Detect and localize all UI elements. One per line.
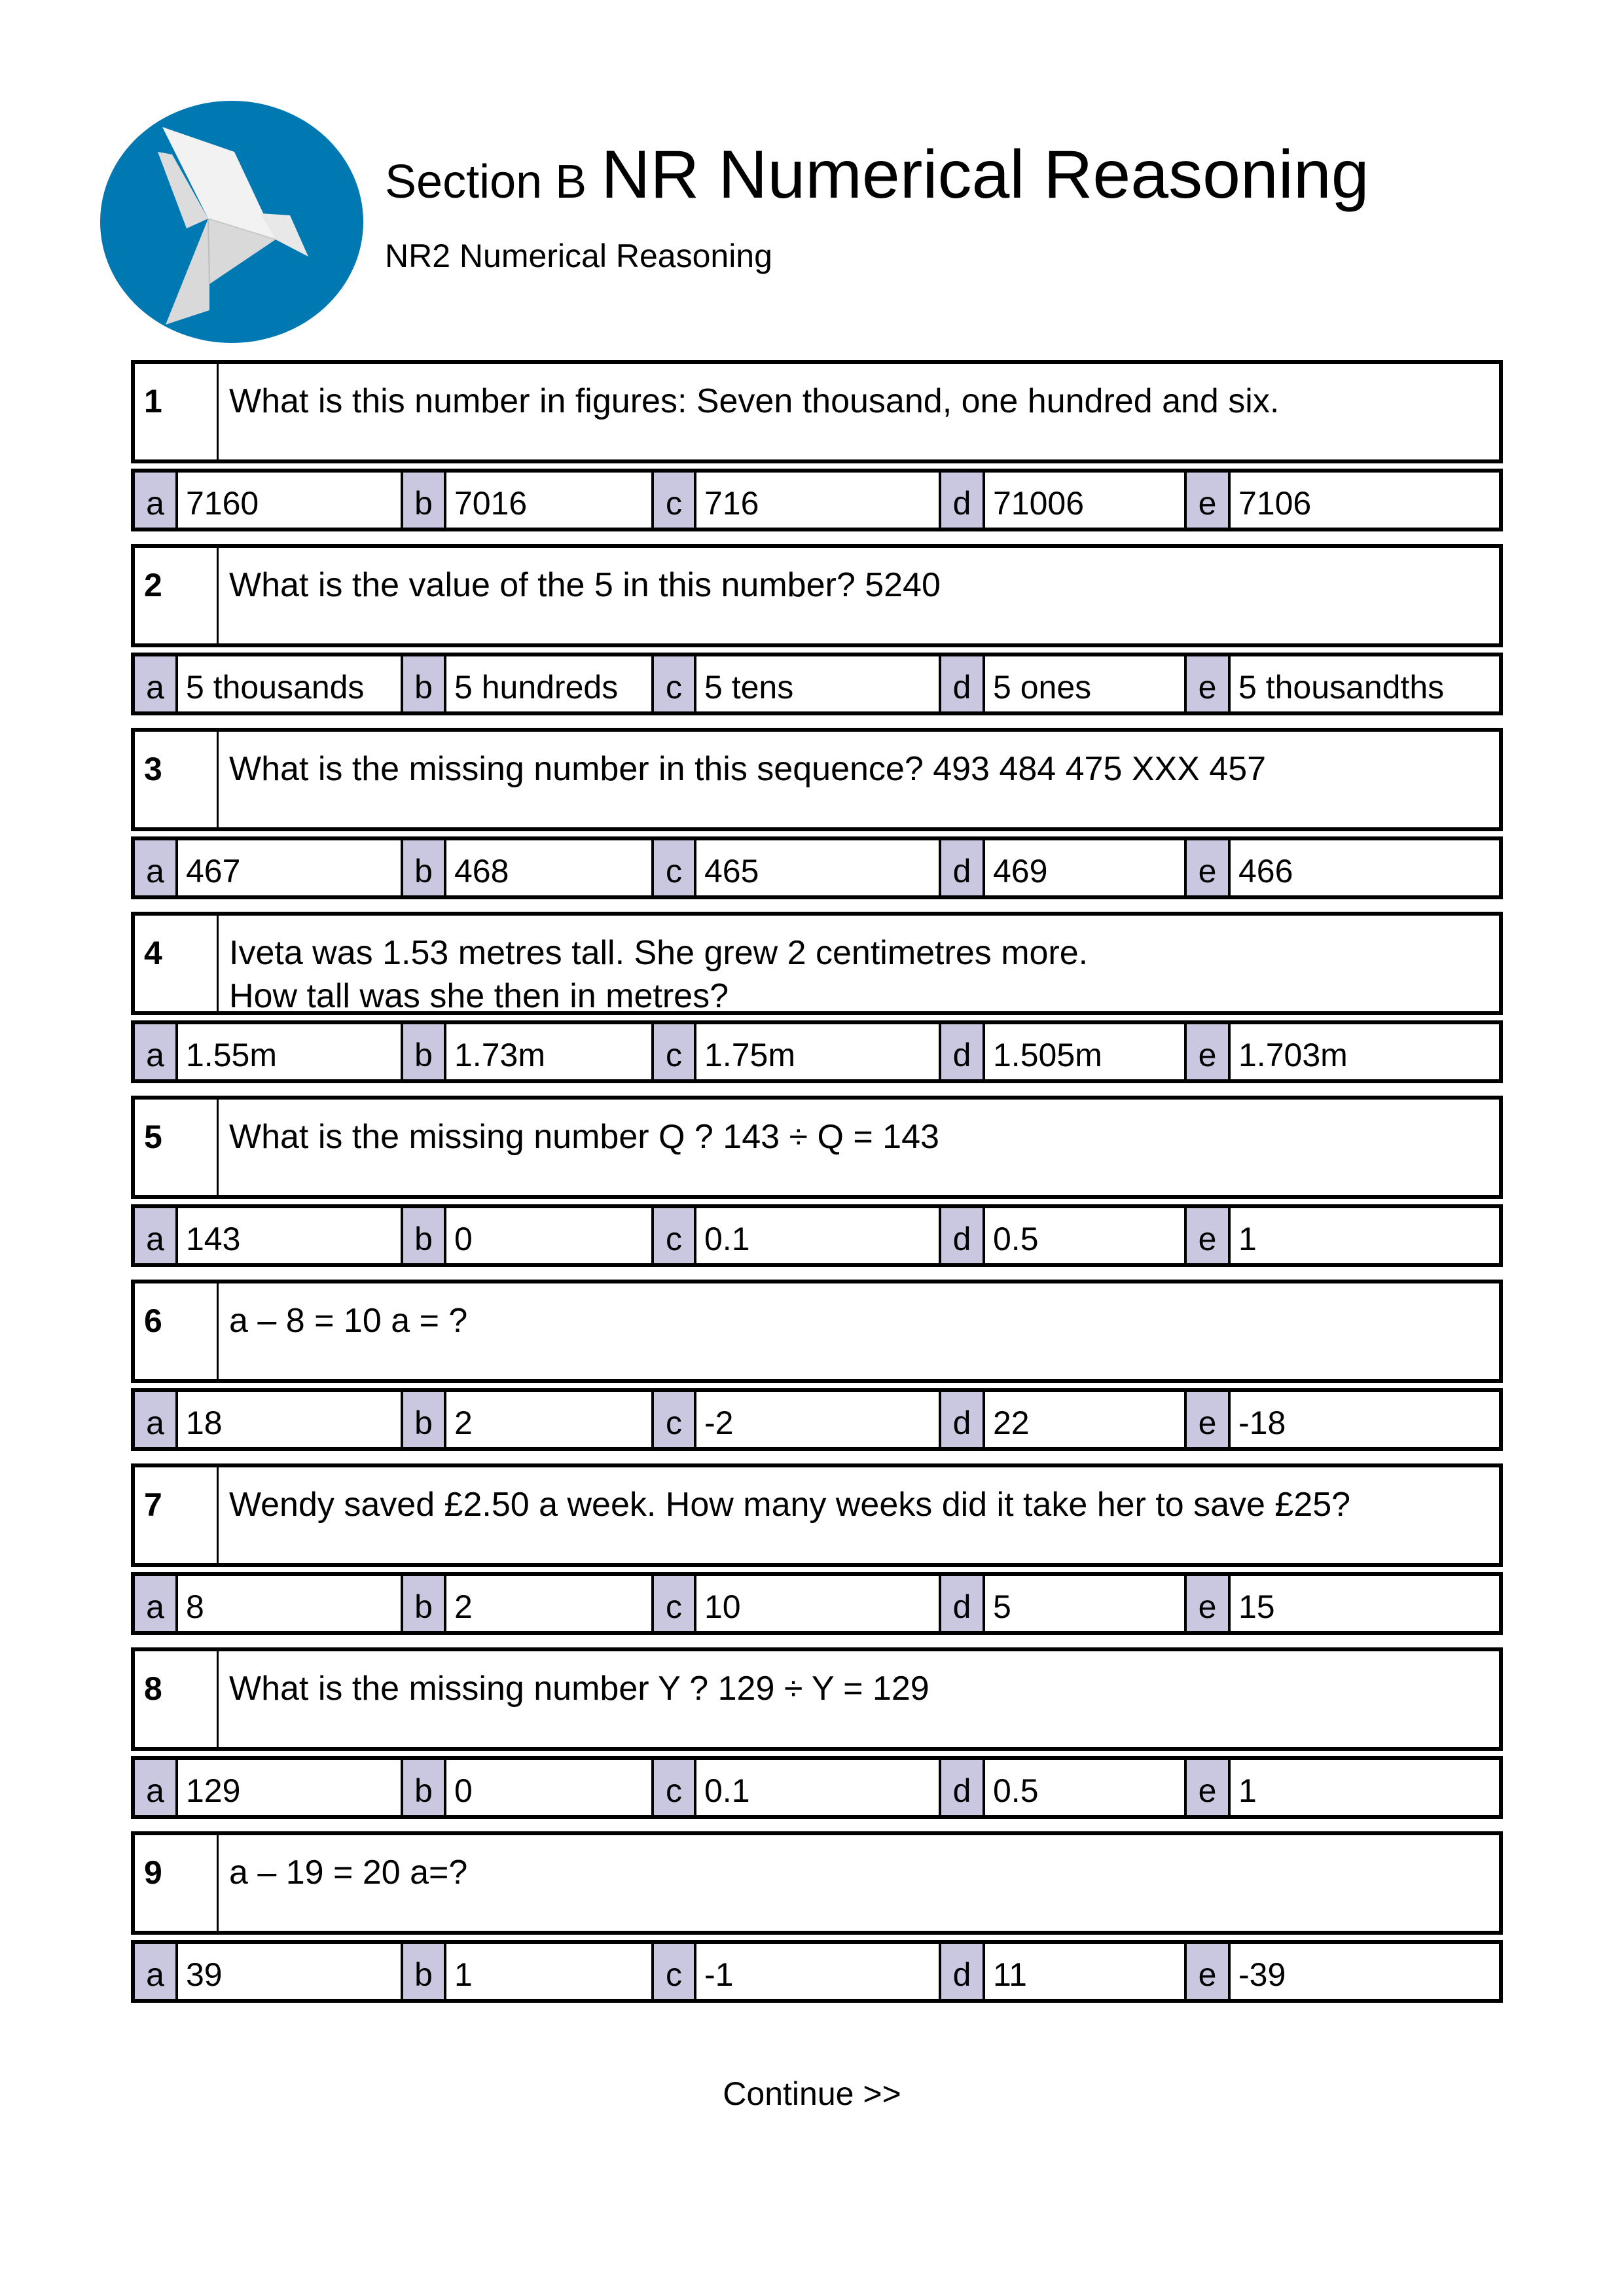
question-6: [131, 1280, 1503, 1463]
option-value-a[interactable]: 143: [178, 1208, 403, 1263]
question-box: [131, 1831, 1503, 1935]
question-8: [131, 1647, 1503, 1831]
question-5: [131, 1096, 1503, 1280]
option-letter-a[interactable]: a: [135, 1576, 178, 1631]
question-number: 4: [135, 916, 219, 1011]
option-value-e[interactable]: 5 thousandths: [1238, 669, 1445, 706]
option-letter-a[interactable]: a: [135, 1024, 178, 1079]
question-box: [131, 360, 1503, 463]
page-title: NR Numerical Reasoning: [601, 137, 1369, 213]
option-letter-d[interactable]: d: [941, 473, 985, 528]
option-letter-c[interactable]: c: [654, 1024, 696, 1079]
option-letter-e[interactable]: e: [1187, 1760, 1231, 1815]
answer-options-row: [131, 1756, 1503, 1819]
question-number: 9: [135, 1835, 219, 1931]
question-number: 5: [135, 1100, 219, 1195]
option-value-c[interactable]: 5 tens: [696, 656, 941, 711]
option-letter-a[interactable]: a: [135, 840, 178, 895]
option-letter-c[interactable]: c: [654, 1392, 696, 1447]
question-text: What is the value of the 5 in this number? 5240: [229, 566, 941, 604]
option-letter-b[interactable]: b: [403, 840, 446, 895]
question-text: What is the missing number in this sequence? 493 484 475 XXX 457: [229, 750, 1267, 788]
question-4: [131, 912, 1503, 1096]
answer-options-row: [131, 1940, 1503, 2003]
option-value-a[interactable]: 8: [178, 1576, 403, 1631]
option-letter-a[interactable]: a: [135, 1944, 178, 1999]
option-letter-a[interactable]: a: [135, 656, 178, 711]
option-value-a[interactable]: 18: [178, 1392, 403, 1447]
option-value-b[interactable]: 1: [446, 1944, 654, 1999]
question-text: Wendy saved £2.50 a week. How many weeks did it take her to save £25?: [229, 1486, 1351, 1524]
section-label: Section B: [385, 156, 587, 208]
origami-bird-logo-icon: [100, 101, 363, 343]
option-value-b[interactable]: 5 hundreds: [446, 656, 654, 711]
option-value-c[interactable]: 716: [696, 473, 941, 528]
option-value-b[interactable]: 0: [446, 1208, 654, 1263]
option-value-c[interactable]: 0.1: [696, 1208, 941, 1263]
continue-link[interactable]: Continue >>: [723, 2075, 901, 2112]
question-number: 3: [135, 732, 219, 827]
answer-options-row: [131, 653, 1503, 715]
question-3: [131, 728, 1503, 912]
question-box: [131, 912, 1503, 1015]
question-box: [131, 1280, 1503, 1383]
option-value-a[interactable]: 1.55m: [178, 1024, 403, 1079]
option-letter-e[interactable]: e: [1187, 1576, 1231, 1631]
option-value-b[interactable]: 0: [446, 1760, 654, 1815]
option-value-e[interactable]: -18: [1238, 1405, 1286, 1441]
answer-options-row: [131, 1020, 1503, 1083]
question-number: 2: [135, 548, 219, 643]
option-value-e[interactable]: 466: [1238, 853, 1293, 889]
option-letter-e[interactable]: e: [1187, 840, 1231, 895]
option-letter-d[interactable]: d: [941, 1392, 985, 1447]
question-number: 8: [135, 1651, 219, 1747]
question-text: Iveta was 1.53 metres tall. She grew 2 centimetres more. How tall was she then in metres?: [229, 934, 1089, 1015]
question-text: What is this number in figures: Seven thousand, one hundred and six.: [229, 382, 1280, 420]
option-letter-e[interactable]: e: [1187, 656, 1231, 711]
option-value-a[interactable]: 5 thousands: [178, 656, 403, 711]
option-letter-e[interactable]: e: [1187, 473, 1231, 528]
option-letter-c[interactable]: c: [654, 840, 696, 895]
question-2: [131, 544, 1503, 728]
option-value-d[interactable]: 5 ones: [985, 656, 1187, 711]
question-number: 6: [135, 1283, 219, 1379]
question-number: 7: [135, 1467, 219, 1563]
option-letter-d[interactable]: d: [941, 1944, 985, 1999]
option-letter-b[interactable]: b: [403, 1944, 446, 1999]
option-value-e[interactable]: 1: [1238, 1772, 1257, 1809]
option-letter-a[interactable]: a: [135, 473, 178, 528]
question-box: [131, 544, 1503, 647]
option-value-a[interactable]: 467: [178, 840, 403, 895]
option-letter-c[interactable]: c: [654, 1576, 696, 1631]
option-letter-d[interactable]: d: [941, 1576, 985, 1631]
option-value-d[interactable]: 469: [985, 840, 1187, 895]
option-value-d[interactable]: 0.5: [985, 1208, 1187, 1263]
option-letter-a[interactable]: a: [135, 1208, 178, 1263]
option-letter-c[interactable]: c: [654, 1760, 696, 1815]
question-1: [131, 360, 1503, 544]
option-letter-c[interactable]: c: [654, 1944, 696, 1999]
question-text: a – 19 = 20 a=?: [229, 1854, 468, 1892]
option-letter-a[interactable]: a: [135, 1760, 178, 1815]
option-value-c[interactable]: -1: [696, 1944, 941, 1999]
option-value-d[interactable]: 1.505m: [985, 1024, 1187, 1079]
option-value-d[interactable]: 22: [985, 1392, 1187, 1447]
option-letter-d[interactable]: d: [941, 656, 985, 711]
option-value-b[interactable]: 1.73m: [446, 1024, 654, 1079]
option-letter-d[interactable]: d: [941, 840, 985, 895]
option-letter-e[interactable]: e: [1187, 1024, 1231, 1079]
option-letter-e[interactable]: e: [1187, 1944, 1231, 1999]
option-letter-d[interactable]: d: [941, 1208, 985, 1263]
question-box: [131, 1096, 1503, 1199]
option-letter-d[interactable]: d: [941, 1760, 985, 1815]
option-letter-c[interactable]: c: [654, 473, 696, 528]
question-list: [131, 360, 1503, 2015]
option-letter-c[interactable]: c: [654, 656, 696, 711]
question-7: [131, 1463, 1503, 1647]
page-subtitle: NR2 Numerical Reasoning: [385, 238, 772, 274]
answer-options-row: [131, 1388, 1503, 1451]
option-value-e[interactable]: 15: [1238, 1588, 1275, 1625]
option-letter-b[interactable]: b: [403, 1208, 446, 1263]
option-letter-b[interactable]: b: [403, 1760, 446, 1815]
option-value-b[interactable]: 7016: [446, 473, 654, 528]
option-value-d[interactable]: 5: [985, 1576, 1187, 1631]
option-value-c[interactable]: 0.1: [696, 1760, 941, 1815]
option-letter-b[interactable]: b: [403, 1024, 446, 1079]
option-value-b[interactable]: 2: [446, 1576, 654, 1631]
option-value-e[interactable]: 1.703m: [1238, 1037, 1348, 1073]
question-text: What is the missing number Q ? 143 ÷ Q = 143: [229, 1118, 939, 1156]
option-value-d[interactable]: 71006: [985, 473, 1187, 528]
option-value-a[interactable]: 7160: [178, 473, 403, 528]
option-letter-b[interactable]: b: [403, 1576, 446, 1631]
option-value-d[interactable]: 11: [985, 1944, 1187, 1999]
option-value-a[interactable]: 129: [178, 1760, 403, 1815]
option-value-c[interactable]: 1.75m: [696, 1024, 941, 1079]
option-letter-c[interactable]: c: [654, 1208, 696, 1263]
question-9: [131, 1831, 1503, 2015]
option-value-b[interactable]: 2: [446, 1392, 654, 1447]
page-header: [385, 136, 1369, 214]
option-value-c[interactable]: 10: [696, 1576, 941, 1631]
option-value-c[interactable]: -2: [696, 1392, 941, 1447]
question-box: [131, 728, 1503, 831]
option-letter-b[interactable]: b: [403, 473, 446, 528]
option-value-e[interactable]: 1: [1238, 1221, 1257, 1257]
answer-options-row: [131, 469, 1503, 531]
option-letter-b[interactable]: b: [403, 1392, 446, 1447]
option-value-b[interactable]: 468: [446, 840, 654, 895]
question-text: What is the missing number Y ? 129 ÷ Y = 129: [229, 1670, 929, 1708]
option-value-c[interactable]: 465: [696, 840, 941, 895]
option-letter-e[interactable]: e: [1187, 1208, 1231, 1263]
answer-options-row: [131, 1572, 1503, 1635]
option-value-e[interactable]: 7106: [1238, 485, 1312, 522]
option-value-a[interactable]: 39: [178, 1944, 403, 1999]
option-value-e[interactable]: -39: [1238, 1956, 1286, 1993]
option-letter-a[interactable]: a: [135, 1392, 178, 1447]
question-box: [131, 1647, 1503, 1751]
option-letter-e[interactable]: e: [1187, 1392, 1231, 1447]
question-text: a – 8 = 10 a = ?: [229, 1302, 468, 1340]
answer-options-row: [131, 1204, 1503, 1267]
option-letter-b[interactable]: b: [403, 656, 446, 711]
question-number: 1: [135, 364, 219, 459]
option-value-d[interactable]: 0.5: [985, 1760, 1187, 1815]
option-letter-d[interactable]: d: [941, 1024, 985, 1079]
question-box: [131, 1463, 1503, 1567]
answer-options-row: [131, 836, 1503, 899]
